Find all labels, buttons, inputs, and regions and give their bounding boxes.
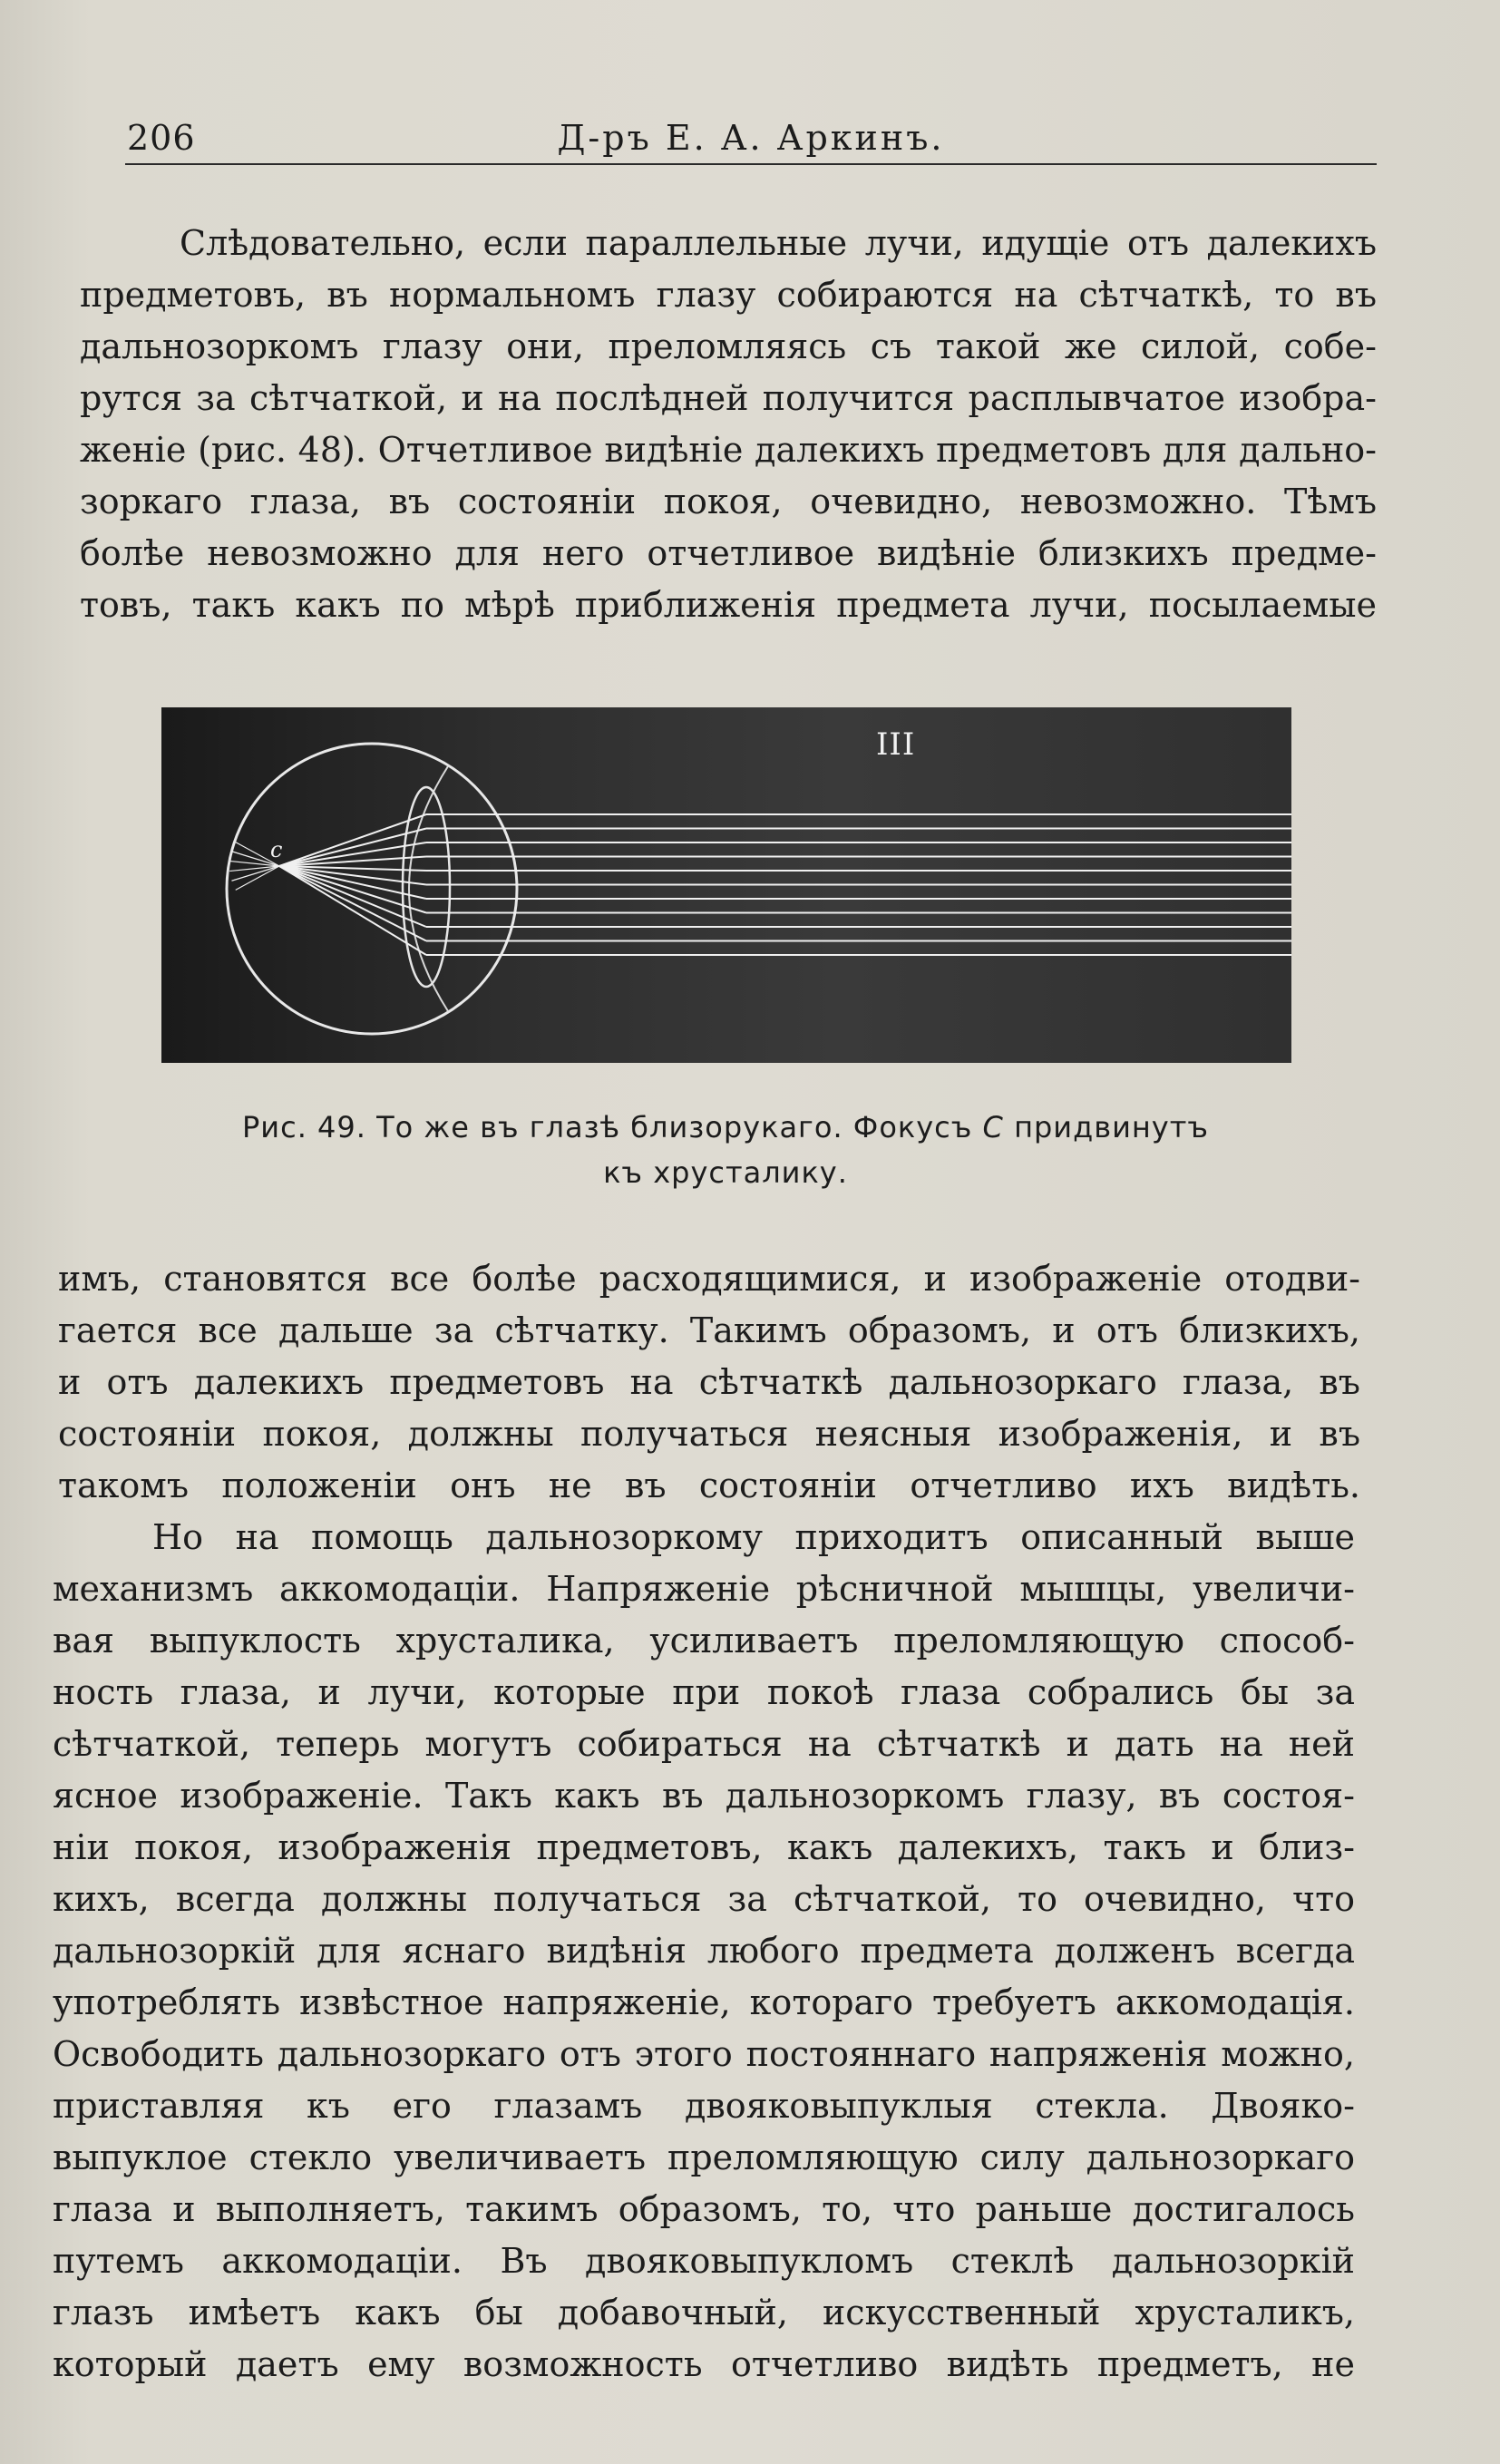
caption-text-end: придвинутъ (1003, 1110, 1209, 1144)
text-line: глаза и выполняетъ, такимъ образомъ, то, что раньше достигалось (53, 2189, 1355, 2229)
text-line: имъ, становятся все болѣе расходящимися, и изображеніе отодви- (58, 1259, 1360, 1299)
text-line: механизмъ аккомодаціи. Напряженіе рѣсничной мышцы, увеличи- (53, 1569, 1355, 1609)
text-line: глазъ имѣетъ какъ бы добавочный, искусственный хрусталикъ, (53, 2293, 1355, 2333)
text-line: ніи покоя, изображенія предметовъ, какъ далекихъ, такъ и близ- (53, 1827, 1355, 1867)
running-title: Д-ръ Е. А. Аркинъ. (557, 118, 945, 158)
text-line: путемъ аккомодаціи. Въ двояковыпукломъ стеклѣ дальнозоркій (53, 2241, 1355, 2281)
text-line: кихъ, всегда должны получаться за сѣтчаткой, то очевидно, что (53, 1879, 1355, 1919)
text-line: ность глаза, и лучи, которые при покоѣ глаза собрались бы за (53, 1672, 1355, 1712)
text-line: Но на помощь дальнозоркому приходитъ описанный выше (152, 1517, 1355, 1557)
figure-caption (181, 1105, 1270, 1195)
text-line: который даетъ ему возможность отчетливо видѣть предметъ, не (53, 2344, 1355, 2384)
text-line: и отъ далекихъ предметовъ на сѣтчаткѣ дальнозоркаго глаза, въ (58, 1362, 1360, 1402)
paragraph-1 (80, 218, 1377, 631)
text-line: употреблять извѣстное напряженіе, котораго требуетъ аккомодація. (53, 1982, 1355, 2022)
page-number: 206 (127, 118, 196, 158)
text-line: женіе (рис. 48). Отчетливое видѣніе далекихъ предметовъ для дально- (80, 430, 1377, 470)
text-line: дальнозоркій для яснаго видѣнія любого предмета долженъ всегда (53, 1931, 1355, 1971)
eye-diagram-figure (161, 707, 1291, 1063)
caption-line-2: къ хрусталику. (603, 1155, 848, 1190)
text-line: зоркаго глаза, въ состояніи покоя, очевидно, невозможно. Тѣмъ (80, 482, 1377, 521)
text-line: приставляя къ его глазамъ двояковыпуклыя стекла. Двояко- (53, 2086, 1355, 2126)
text-line: сѣтчаткой, теперь могутъ собираться на сѣтчаткѣ и дать на ней (53, 1724, 1355, 1764)
page-header (125, 109, 1377, 165)
text-line: такомъ положеніи онъ не въ состояніи отчетливо ихъ видѣть. (58, 1466, 1360, 1505)
eye-diagram (161, 707, 1291, 1063)
roman-numeral-label: III (876, 726, 916, 763)
text-line: вая выпуклость хрусталика, усиливаетъ преломляющую способ- (53, 1621, 1355, 1661)
text-line: дальнозоркомъ глазу они, преломляясь съ такой же силой, собе- (80, 326, 1377, 366)
caption-focus-letter: С (982, 1110, 1004, 1144)
text-line: болѣе невозможно для него отчетливое видѣніе близкихъ предме- (80, 533, 1377, 573)
text-line: предметовъ, въ нормальномъ глазу собираются на сѣтчаткѣ, то въ (80, 275, 1377, 315)
text-line: выпуклое стекло увеличиваетъ преломляющую силу дальнозоркаго (53, 2138, 1355, 2177)
text-line: товъ, такъ какъ по мѣрѣ приближенія предмета лучи, посылаемые (80, 585, 1377, 625)
text-line: ясное изображеніе. Такъ какъ въ дальнозоркомъ глазу, въ состоя- (53, 1776, 1355, 1816)
paragraph-2 (58, 1253, 1360, 1512)
caption-text: Рис. 49. То же въ глазѣ близорукаго. Фокусъ (242, 1110, 983, 1144)
caption-line-1 (181, 1105, 1270, 1150)
paragraph-3 (53, 1512, 1355, 2391)
text-line: рутся за сѣтчаткой, и на послѣдней получится расплывчатое изобра- (80, 378, 1377, 418)
text-line: Освободить дальнозоркаго отъ этого постояннаго напряженія можно, (53, 2034, 1355, 2074)
focus-label: c (270, 837, 283, 862)
text-line: Слѣдовательно, если параллельные лучи, идущіе отъ далекихъ (180, 223, 1377, 263)
text-line: состояніи покоя, должны получаться неясныя изображенія, и въ (58, 1414, 1360, 1454)
text-line: гается все дальше за сѣтчатку. Такимъ образомъ, и отъ близкихъ, (58, 1310, 1360, 1350)
